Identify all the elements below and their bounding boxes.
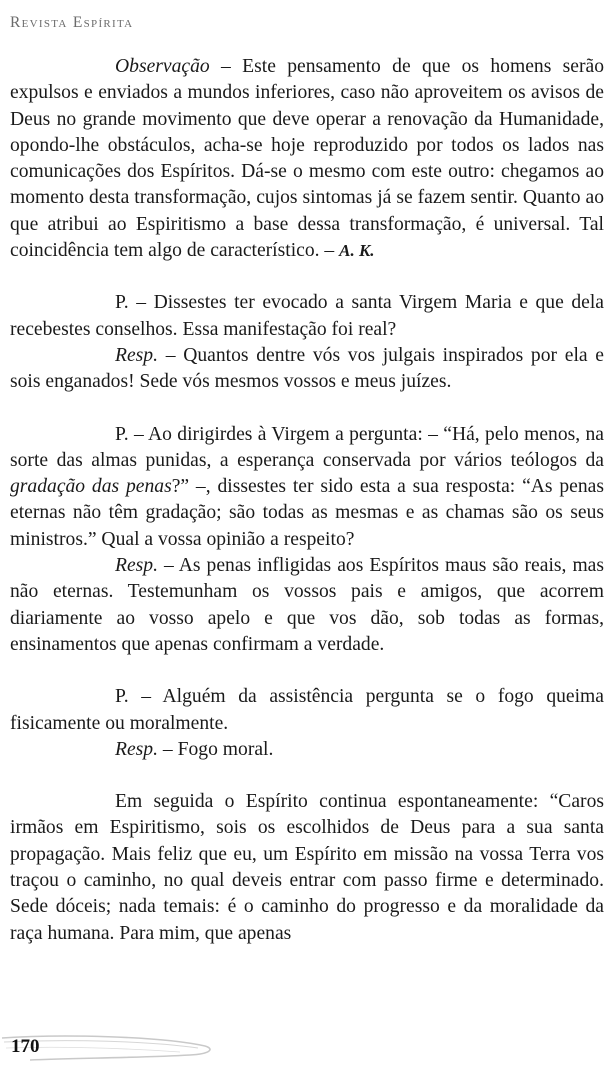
answer-2-text: – As penas infligidas aos Espíritos maus são reais, mas não eternas. Testemunham os vossos pais e amigos, que acorrem diariamente ao vosso apelo e que vos dão, sob todas as formas, ensinamentos que apenas confirmam a verdade. — [10, 555, 604, 655]
answer-2-label: Resp. — [115, 555, 158, 577]
question-1-text: P. – Dissestes ter evocado a santa Virgem Maria e que dela recebestes conselhos. Essa manifestação foi real? — [10, 292, 604, 340]
question-2-italic: gradação das penas — [10, 476, 172, 498]
page-body — [10, 54, 604, 947]
answer-1-label: Resp. — [115, 344, 158, 366]
question-2 — [10, 422, 604, 553]
final-paragraph-text: Em seguida o Espírito continua espontaneamente: “Caros irmãos em Espiritismo, sois os escolhidos de Deus para a sua santa propagação. Mais feliz que eu, um Espírito em missão na vossa Terra vos traçou o caminho, no qual deveis entrar com passo firme e determinado. Sede dóceis; nada temais: é o caminho do progresso e da moralidade da raça humana. Para mim, que apenas — [10, 791, 604, 944]
answer-3-text: – Fogo moral. — [158, 738, 274, 760]
answer-2 — [10, 553, 604, 658]
question-1 — [10, 290, 604, 343]
answer-3 — [10, 737, 604, 763]
question-3 — [10, 684, 604, 737]
observation-text: – Este pensamento de que os homens serão expulsos e enviados a mundos inferiores, caso não aproveitem os avisos de Deus no grande movimento que deve operar a renovação da Humanidade, opondo-lhe obstáculos, acha-se hoje reproduzido por todos os lados nas comunicações dos Espíritos. Dá-se o mesmo com este outro: chegamos ao momento desta transformação, cujos sintomas já se fazem sentir. Quanto ao que atribui ao Espiritismo a base dessa transformação, é universal. Tal coincidência tem algo de característico. – — [10, 56, 604, 262]
page-number: 170 — [11, 1036, 40, 1057]
question-2-text-b: ?” –, dissestes ter sido esta a sua resposta: “As penas eternas não têm gradação; são todas as mesmas e as chamas são os seus ministros.” Qual a vossa opinião a respeito? — [10, 476, 604, 550]
answer-1-text: – Quantos dentre vós vos julgais inspirados por ela e sois enganados! Sede vós mesmos vossos e meus juízes. — [10, 344, 604, 393]
answer-3-label: Resp. — [115, 738, 158, 760]
question-3-text: P. – Alguém da assistência pergunta se o fogo queima fisicamente ou moralmente. — [10, 686, 604, 734]
running-head: Revista Espírita — [10, 14, 134, 31]
observation-label: Observação — [115, 56, 210, 77]
observation-paragraph — [10, 54, 604, 264]
final-paragraph — [10, 789, 604, 947]
question-2-text-a: P. – Ao dirigirdes à Virgem a pergunta: – “Há, pelo menos, na sorte das almas punidas, a esperança conservada por vários teólogos da — [10, 423, 604, 471]
page-footer — [0, 1028, 240, 1065]
author-signature: A. K. — [339, 241, 375, 261]
answer-1 — [10, 343, 604, 396]
